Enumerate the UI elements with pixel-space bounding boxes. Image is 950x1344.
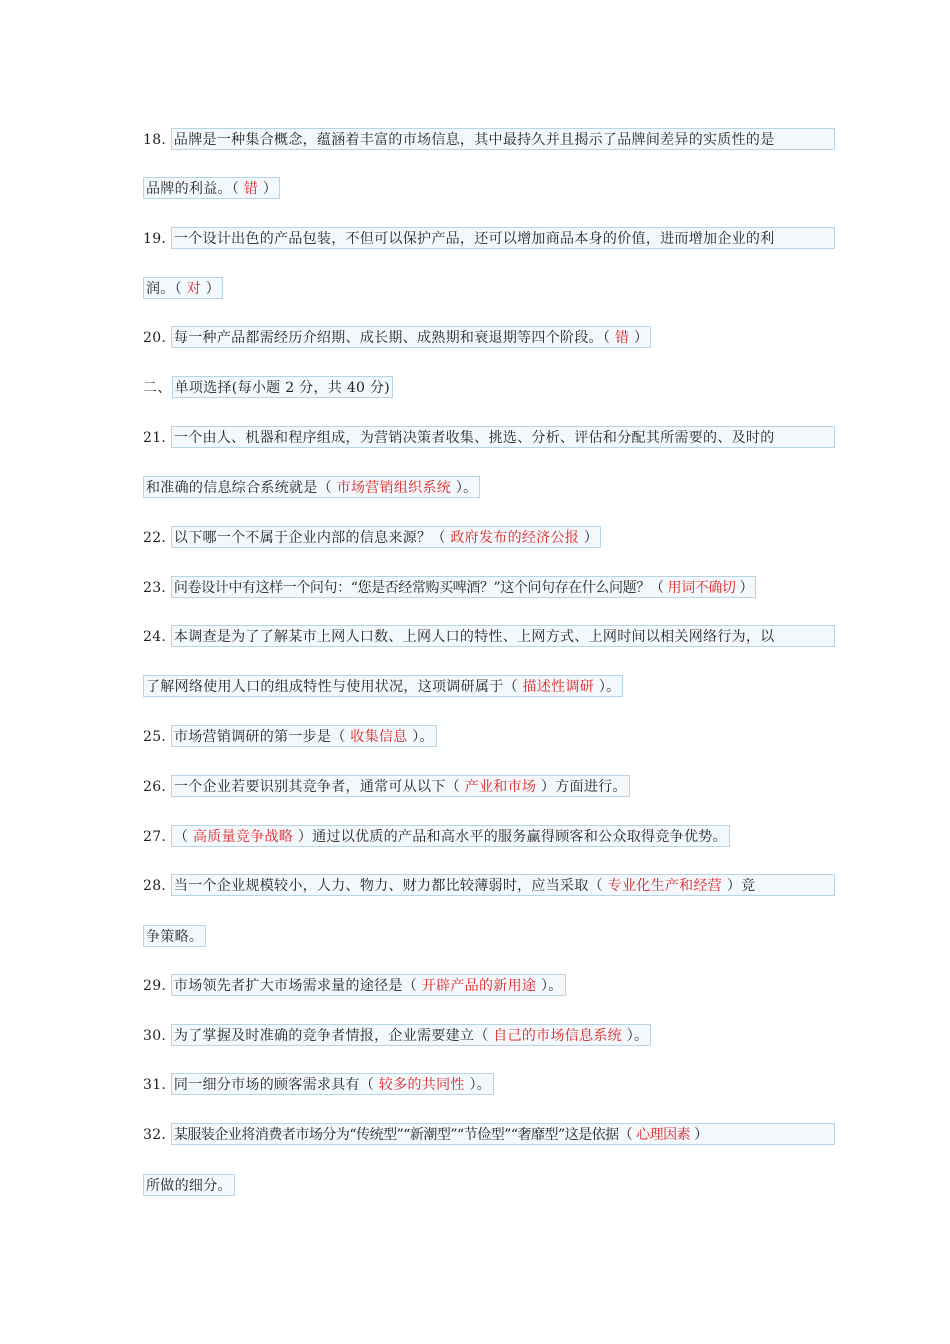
section-title: 单项选择(每小题 2 分，共 40 分) xyxy=(172,376,393,398)
question-number: 32. xyxy=(143,1127,171,1143)
answer-text: 错 xyxy=(614,330,630,346)
question-number: 20. xyxy=(143,330,171,346)
answer-text: 收集信息 xyxy=(350,729,408,745)
q26 xyxy=(143,775,630,799)
question-text: 了解网络使用人口的组成特性与使用状况，这项调研属于（ 描述性调研 ）。 xyxy=(143,675,623,697)
question-text: 和准确的信息综合系统就是（ 市场营销组织系统 ）。 xyxy=(143,476,480,498)
q31 xyxy=(143,1073,494,1097)
q32-line1 xyxy=(143,1123,835,1147)
question-text: 问卷设计中有这样一个问句：“您是否经常购买啤酒？”这个问句存在什么问题？（ 用词不确切 ） xyxy=(171,576,756,598)
question-text: 品牌是一种集合概念，蕴涵着丰富的市场信息，其中最持久并且揭示了品牌间差异的实质性的是 xyxy=(171,128,835,150)
question-text: 润。（ 对 ） xyxy=(143,277,223,299)
question-number: 29. xyxy=(143,978,171,994)
answer-text: 对 xyxy=(186,281,201,297)
answer-text: 政府发布的经济公报 xyxy=(450,530,580,546)
question-text: 以下哪一个不属于企业内部的信息来源？（ 政府发布的经济公报 ） xyxy=(171,526,601,548)
answer-text: 自己的市场信息系统 xyxy=(493,1028,622,1044)
answer-text: 描述性调研 xyxy=(522,679,595,695)
question-text: 为了掌握及时准确的竞争者情报，企业需要建立（ 自己的市场信息系统 ）。 xyxy=(171,1024,651,1046)
question-number: 30. xyxy=(143,1028,171,1044)
q20 xyxy=(143,326,651,350)
question-text: 每一种产品都需经历介绍期、成长期、成熟期和衰退期等四个阶段。（ 错 ） xyxy=(171,326,651,348)
answer-text: 用词不确切 xyxy=(667,580,736,596)
answer-text: 产业和市场 xyxy=(464,779,537,795)
q28-line1 xyxy=(143,874,835,898)
question-text: 一个企业若要识别其竞争者，通常可从以下（ 产业和市场 ）方面进行。 xyxy=(171,775,630,797)
q19-line2 xyxy=(143,277,223,301)
question-number: 28. xyxy=(143,878,171,894)
answer-text: 心理因素 xyxy=(636,1127,691,1143)
q27 xyxy=(143,825,730,849)
question-text: 争策略。 xyxy=(143,925,206,947)
question-text: （ 高质量竞争战略 ）通过以优质的产品和高水平的服务赢得顾客和公众取得竞争优势。 xyxy=(171,825,730,847)
question-text: 一个由人、机器和程序组成，为营销决策者收集、挑选、分析、评估和分配其所需要的、及时的 xyxy=(171,426,835,448)
section-heading xyxy=(143,376,393,400)
question-text: 市场营销调研的第一步是（ 收集信息 ）。 xyxy=(171,725,437,747)
question-text: 本调查是为了了解某市上网人口数、上网人口的特性、上网方式、上网时间以相关网络行为，以 xyxy=(171,625,835,647)
question-text: 所做的细分。 xyxy=(143,1174,235,1196)
question-text: 市场领先者扩大市场需求量的途径是（ 开辟产品的新用途 ）。 xyxy=(171,974,566,996)
question-number: 21. xyxy=(143,430,171,446)
question-number: 19. xyxy=(143,231,171,247)
answer-text: 错 xyxy=(243,181,259,197)
q30 xyxy=(143,1024,651,1048)
q19-line1 xyxy=(143,227,835,251)
q18-line1 xyxy=(143,128,835,152)
question-number: 24. xyxy=(143,629,171,645)
question-text: 同一细分市场的顾客需求具有（ 较多的共同性 ）。 xyxy=(171,1073,494,1095)
question-number: 26. xyxy=(143,779,171,795)
question-text: 品牌的利益。（ 错 ） xyxy=(143,177,280,199)
q22 xyxy=(143,526,601,550)
question-text: 当一个企业规模较小，人力、物力、财力都比较薄弱时，应当采取（ 专业化生产和经营 ）竞 xyxy=(171,874,835,896)
question-text: 一个设计出色的产品包装，不但可以保护产品，还可以增加商品本身的价值，进而增加企业的利 xyxy=(171,227,835,249)
question-number: 27. xyxy=(143,829,171,845)
question-number: 31. xyxy=(143,1077,171,1093)
q24-line1 xyxy=(143,625,835,649)
q18-line2 xyxy=(143,177,280,201)
q29 xyxy=(143,974,566,998)
q21-line1 xyxy=(143,426,835,450)
answer-text: 开辟产品的新用途 xyxy=(421,978,537,994)
q21-line2 xyxy=(143,476,480,500)
q24-line2 xyxy=(143,675,623,699)
answer-text: 较多的共同性 xyxy=(378,1077,465,1093)
question-text: 某服装企业将消费者市场分为“传统型”“新潮型”“节俭型”“奢靡型”这是依据（ 心理因素 ） xyxy=(171,1123,835,1145)
answer-text: 专业化生产和经营 xyxy=(607,878,723,894)
answer-text: 高质量竞争战略 xyxy=(192,829,294,845)
section-number: 二、 xyxy=(143,380,172,396)
q28-line2 xyxy=(143,925,206,949)
question-number: 22. xyxy=(143,530,171,546)
q32-line2 xyxy=(143,1174,235,1198)
question-number: 18. xyxy=(143,132,171,148)
answer-text: 市场营销组织系统 xyxy=(336,480,452,496)
q25 xyxy=(143,725,437,749)
q23 xyxy=(143,576,756,600)
question-number: 23. xyxy=(143,580,171,596)
question-number: 25. xyxy=(143,729,171,745)
